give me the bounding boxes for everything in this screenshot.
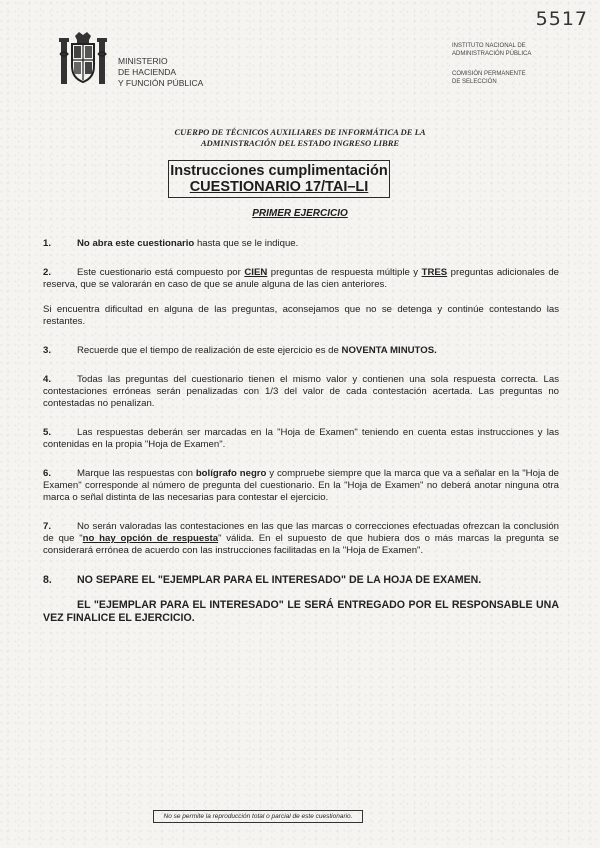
footer-note: No se permite la reproducción total o parcial de este cuestionario. xyxy=(153,810,363,823)
instruction-1: 1. No abra este cuestionario hasta que se le indique. xyxy=(43,238,299,249)
exercise-title: PRIMER EJERCICIO xyxy=(252,208,348,219)
document-number: 5517 xyxy=(535,8,588,30)
title-box: Instrucciones cumplimentación CUESTIONARIO 17/TAI–LI xyxy=(168,160,390,198)
instruction-7: 7. No serán valoradas las contestaciones en las que las marcas o correcciones efectuadas ofrezcan la conclusión de que "no hay opción de respuesta" válida. En el supuesto de que hubiera dos o más marcas la pregunta se considerará errónea de acuerdo con las instrucciones facilitadas en la "Hoja de Examen". xyxy=(43,521,559,556)
instructions-body xyxy=(43,238,559,625)
instruction-2-note: Si encuentra dificultad en alguna de las preguntas, aconsejamos que no se detenga y continúe contestando las restantes. xyxy=(43,304,559,327)
instruction-2: 2. Este cuestionario está compuesto por CIEN preguntas de respuesta múltiple y TRES preguntas adicionales de reserva, que se valorarán en caso de que se anule alguna de las cien anteriores. xyxy=(43,267,560,290)
instruction-6: 6. Marque las respuestas con bolígrafo negro y compruebe siempre que la marca que va a señalar en la "Hoja de Examen" corresponde al número de pregunta del cuestionario. En la "Hoja de Examen" no deberá anotar ninguna otra marca o señal distinta de las necesarias para contestar el ejercicio. xyxy=(43,468,559,503)
instruction-3: 3. Recuerde que el tiempo de realización de este ejercicio es de NOVENTA MINUTOS. xyxy=(43,345,437,356)
instruction-8-note: EL "EJEMPLAR PARA EL INTERESADO" LE SERÁ ENTREGADO POR EL RESPONSABLE UNA VEZ FINALICE EL EJERCICIO. xyxy=(43,599,559,624)
instruction-4: 4. Todas las preguntas del cuestionario tienen el mismo valor y contienen una sola respuesta correcta. Las contestaciones erróneas serán penalizadas con 1/3 del valor de cada contestación acertada. Las preguntas no contestadas no penalizan. xyxy=(43,374,559,409)
institute-block: INSTITUTO NACIONAL DE ADMINISTRACIÓN PÚBLICA COMISIÓN PERMANENTE DE SELECCIÓN xyxy=(452,43,532,85)
ministry-name: MINISTERIO DE HACIENDA Y FUNCIÓN PÚBLICA xyxy=(118,56,204,88)
instruction-5: 5. Las respuestas deberán ser marcadas en la "Hoja de Examen" teniendo en cuenta estas instrucciones y las contenidas en la propia "Hoja de Examen". xyxy=(43,427,559,450)
spanish-coat-of-arms-icon xyxy=(58,30,108,92)
corps-heading: CUERPO DE TÉCNICOS AUXILIARES DE INFORMÁTICA DE LA ADMINISTRACIÓN DEL ESTADO INGRESO LIBRE xyxy=(174,127,426,148)
instruction-8: 8. NO SEPARE EL "EJEMPLAR PARA EL INTERESADO" DE LA HOJA DE EXAMEN. xyxy=(43,574,482,586)
